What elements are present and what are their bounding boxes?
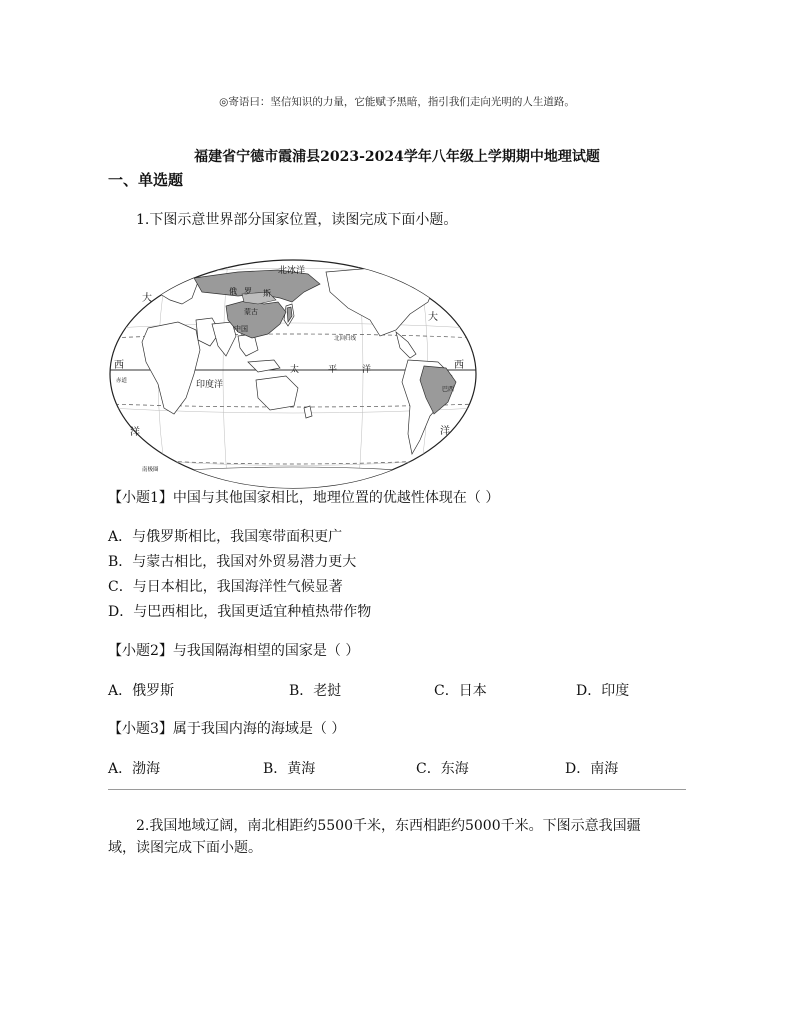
label-atlantic-w-2: 西	[114, 360, 124, 371]
question-2-stem-line-2: 域，读图完成下面小题。	[108, 840, 262, 856]
subquestion-1-stem: 【小题1】中国与其他国家相比，地理位置的优越性体现在（ ）	[108, 490, 500, 506]
question-1-stem: 1.下图示意世界部分国家位置，读图完成下面小题。	[136, 212, 458, 228]
label-arctic-ocean: 北冰洋	[278, 266, 306, 276]
question-2-stem-line-1: 2.我国地域辽阔，南北相距约5500千米，东西相距约5000千米。下图示意我国疆	[136, 818, 641, 834]
label-russia-3: 斯	[263, 289, 271, 298]
subquestion-1-option-d[interactable]: D．与巴西相比，我国更适宜种植热带作物	[108, 604, 372, 620]
world-map-figure	[108, 258, 478, 490]
subquestion-3-option-a[interactable]: A．渤海	[108, 761, 161, 777]
subquestion-1-option-b[interactable]: B．与蒙古相比，我国对外贸易潜力更大	[108, 554, 357, 570]
subquestion-3-stem: 【小题3】属于我国内海的海域是（ ）	[108, 721, 346, 737]
label-pacific-1: 太	[290, 365, 300, 375]
label-tropic-of-cancer: 北回归线	[334, 336, 357, 342]
subquestion-1-option-a[interactable]: A．与俄罗斯相比，我国寒带面积更广	[108, 529, 343, 545]
question-divider	[108, 789, 686, 790]
subquestion-3-option-d[interactable]: D．南海	[565, 761, 619, 777]
section-heading: 一、单选题	[108, 171, 184, 189]
subquestion-3-option-b[interactable]: B．黄海	[263, 761, 316, 777]
label-china: 中国	[234, 325, 248, 333]
subquestion-2-stem: 【小题2】与我国隔海相望的国家是（ ）	[108, 643, 360, 659]
subquestion-2-option-b[interactable]: B．老挝	[289, 683, 342, 699]
label-atlantic-e-1: 大	[428, 312, 438, 323]
label-russia-2: 罗	[244, 287, 252, 296]
label-russia-1: 俄	[229, 287, 237, 296]
label-brazil: 巴西	[442, 386, 455, 393]
label-equator: 赤道	[116, 378, 128, 384]
label-indian-ocean: 印度洋	[196, 380, 224, 390]
subquestion-2-option-a[interactable]: A．俄罗斯	[108, 683, 175, 699]
label-atlantic-w-1: 大	[142, 293, 152, 304]
subquestion-2-option-c[interactable]: C．日本	[434, 683, 487, 699]
document-title: 福建省宁德市霞浦县2023-2024学年八年级上学期期中地理试题	[194, 149, 600, 165]
label-antarctic-circle: 南极圈	[142, 467, 159, 473]
motto-header: ◎寄语曰：坚信知识的力量，它能赋予黑暗，指引我们走向光明的人生道路。	[219, 96, 575, 108]
label-mongolia: 蒙古	[244, 308, 258, 316]
label-atlantic-e-2: 西	[454, 360, 464, 371]
subquestion-2-option-d[interactable]: D．印度	[576, 683, 630, 699]
label-atlantic-e-3: 洋	[440, 426, 450, 437]
subquestion-1-option-c[interactable]: C．与日本相比，我国海洋性气候显著	[108, 579, 343, 595]
label-atlantic-w-3: 洋	[130, 427, 140, 438]
label-pacific-3: 洋	[362, 365, 372, 375]
subquestion-3-option-c[interactable]: C．东海	[416, 761, 469, 777]
label-pacific-2: 平	[328, 365, 338, 375]
